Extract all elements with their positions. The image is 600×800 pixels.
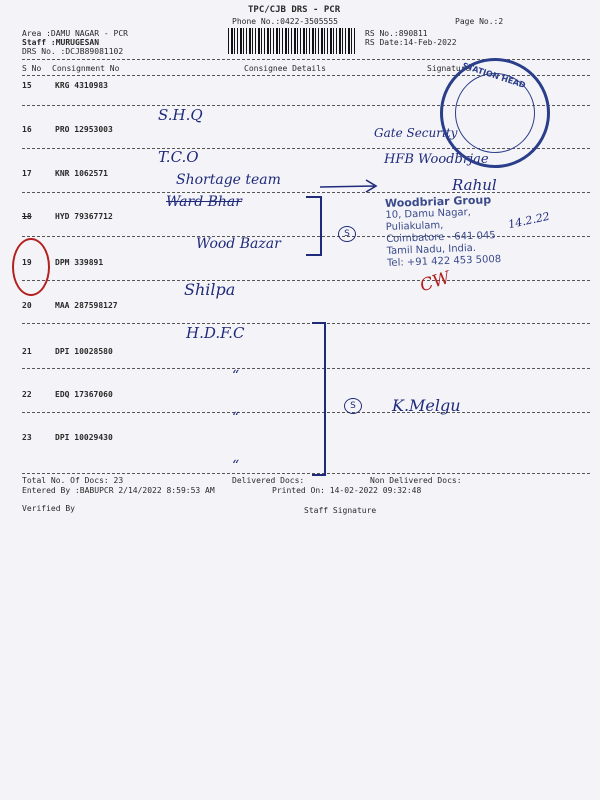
stamp-telephone: Tel: +91 422 453 5008 — [386, 253, 502, 269]
total-docs: Total No. Of Docs: 23 — [22, 476, 124, 485]
handwritten-ward-bhar-struck: Ward Bhar — [166, 194, 242, 210]
row-consignment: EDQ 17367060 — [55, 390, 113, 399]
ditto-mark: “ — [232, 458, 240, 474]
col-consignee: Consignee Details — [244, 64, 326, 73]
handwritten-signature-name: HFB Woodbrjae — [384, 152, 489, 167]
row-sno: 21 — [22, 347, 32, 356]
stamp-address-line: Tamil Nadu, India. — [386, 242, 477, 257]
row-sno: 19 — [22, 258, 32, 267]
row-sno: 18 — [22, 212, 32, 221]
row-consignment: KRG 4310983 — [55, 81, 108, 90]
phone-number: Phone No.:0422-3505555 — [232, 17, 338, 26]
rs-date: RS Date:14-Feb-2022 — [365, 38, 457, 47]
delivered-docs: Delivered Docs: — [232, 476, 305, 485]
circled-mark: S — [338, 226, 356, 242]
doc-title: TPC/CJB DRS - PCR — [248, 5, 341, 15]
row-sno: 20 — [22, 301, 32, 310]
printed-on: Printed On: 14-02-2022 09:32:48 — [272, 486, 422, 495]
stamp-company-name: Woodbriar Group — [384, 193, 492, 211]
bracket-mark — [312, 322, 326, 476]
handwritten-gate-security: Gate Security — [374, 126, 458, 140]
seal-text: STATION HEAD — [461, 61, 527, 90]
row-consignment: KNR 1062571 — [55, 169, 108, 178]
row-consignment: DPM 339891 — [55, 258, 104, 267]
row-divider — [22, 323, 590, 324]
entered-by: Entered By :BABUPCR 2/14/2022 8:59:53 AM — [22, 486, 215, 495]
row-divider — [22, 280, 590, 281]
row-divider — [22, 368, 590, 369]
handwritten-wood-bazar: Wood Bazar — [196, 236, 281, 252]
row-sno: 22 — [22, 390, 32, 399]
stamp-address-line: Coimbatore - 641 045 — [386, 230, 496, 245]
page-number: Page No.:2 — [455, 17, 504, 26]
handwritten-date-note: 14.2.22 — [507, 209, 551, 232]
handwritten-shortage: Shortage team — [176, 172, 281, 188]
staff-signature-label: Staff Signature — [304, 506, 377, 515]
handwritten-shilpa: Shilpa — [184, 280, 236, 299]
row-consignment: DPI 10029430 — [55, 433, 113, 442]
company-address-stamp — [385, 194, 502, 270]
rs-number: RS No.:890811 — [365, 29, 428, 38]
handwritten-shq: S.H.Q — [158, 106, 203, 124]
arrow-icon — [318, 178, 382, 194]
handwritten-rahul: Rahul — [452, 176, 497, 194]
row-sno: 23 — [22, 433, 32, 442]
ditto-mark: “ — [232, 410, 240, 426]
table-bottom-divider — [22, 473, 590, 474]
handwritten-hdfc: H.D.F.C — [186, 324, 245, 342]
row-sno: 15 — [22, 81, 32, 90]
handwritten-tco: T.C.O — [158, 148, 199, 166]
row-consignment: DPI 10028580 — [55, 347, 113, 356]
row-divider — [22, 412, 590, 413]
col-signature: Signature — [427, 64, 471, 73]
col-consignment: Consignment No — [52, 64, 120, 73]
ditto-mark: “ — [232, 368, 240, 384]
row-sno: 17 — [22, 169, 32, 178]
area-label: Area :DAMU NAGAR - PCR — [22, 29, 128, 38]
red-initials: CW — [417, 267, 453, 297]
station-head-seal — [440, 58, 550, 168]
barcode-image — [228, 28, 356, 54]
verified-by: Verified By — [22, 504, 75, 513]
circled-mark: S — [344, 398, 362, 414]
drs-number: DRS No. :DCJB89081102 — [22, 47, 124, 56]
non-delivered-docs: Non Delivered Docs: — [370, 476, 462, 485]
red-pen-circle — [12, 238, 50, 296]
row-consignment: PRO 12953003 — [55, 125, 113, 134]
staff-label: Staff :MURUGESAN — [22, 38, 100, 47]
row-consignment: HYD 79367712 — [55, 212, 113, 221]
stamp-address-line: Puliakulam, — [385, 219, 444, 233]
stamp-address-line: 10, Damu Nagar, — [385, 207, 472, 221]
row-sno: 16 — [22, 125, 32, 134]
col-sno: S No — [22, 64, 42, 73]
handwritten-kmelgu: K.Melgu — [392, 396, 461, 415]
bracket-mark — [306, 196, 322, 256]
row-consignment: MAA 287598127 — [55, 301, 118, 310]
row-divider — [22, 192, 590, 193]
